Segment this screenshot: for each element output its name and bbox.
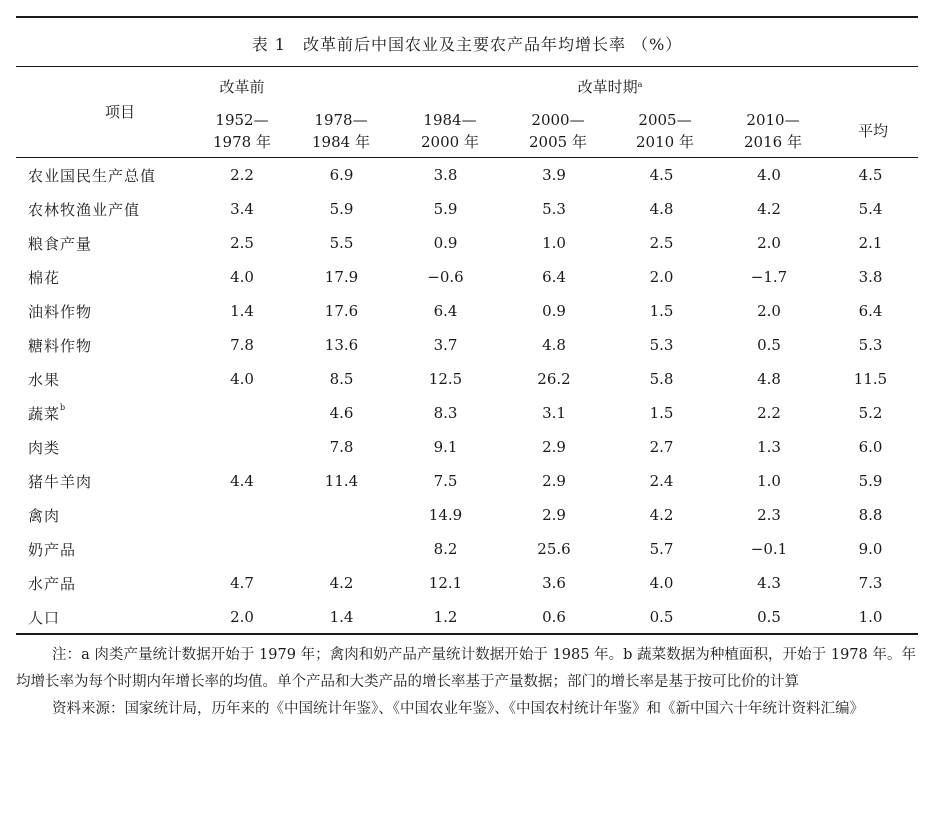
table-cell: 7.8 <box>230 336 254 354</box>
header-col-1-line1: 1952— <box>215 111 269 129</box>
table-cell: 4.0 <box>230 370 254 388</box>
row-label <box>16 396 192 430</box>
table-cell: 5.8 <box>649 370 674 388</box>
row-label-text: 农业国民生产总值 <box>28 166 157 185</box>
table-cell: 8.8 <box>858 506 883 524</box>
row-label-text: 蔬菜 <box>28 404 61 423</box>
title-rule <box>16 66 918 67</box>
table-cell: 25.6 <box>537 540 571 558</box>
table-cell: 1.0 <box>858 608 883 626</box>
table-cell: 0.5 <box>757 336 781 354</box>
table-cell: 1.4 <box>329 608 354 626</box>
table-row <box>16 260 918 294</box>
table-cell: 11.5 <box>853 370 888 388</box>
table-row <box>16 566 918 600</box>
table-cell: −0.6 <box>427 268 464 286</box>
row-label <box>16 464 192 498</box>
table-row <box>16 430 918 464</box>
table-cell: 5.3 <box>649 336 674 354</box>
table-cell: 2.5 <box>649 234 674 252</box>
table-cell: 4.2 <box>757 200 781 218</box>
table-cell: 2.9 <box>542 472 566 490</box>
table-body <box>16 158 918 634</box>
table-cell: 4.7 <box>230 574 254 592</box>
table-cell: 8.5 <box>329 370 354 388</box>
table-cell: 2.3 <box>757 506 781 524</box>
table-row <box>16 396 918 430</box>
table-cell: 9.0 <box>858 540 883 558</box>
table-cell: 5.9 <box>329 200 354 218</box>
table-cell: 2.0 <box>649 268 674 286</box>
table-cell: 4.6 <box>329 404 354 422</box>
table-cell: 5.2 <box>858 404 883 422</box>
row-label-text: 油料作物 <box>28 302 93 321</box>
table-cell: 4.2 <box>649 506 674 524</box>
row-label-text: 糖料作物 <box>28 336 93 355</box>
row-label <box>16 294 192 328</box>
header-col-6-line2: 2016 年 <box>744 133 802 151</box>
header-col-1-line2: 1978 年 <box>213 133 271 151</box>
table-cell: 2.2 <box>230 166 254 184</box>
row-label <box>16 260 192 294</box>
table-cell: 2.4 <box>649 472 674 490</box>
row-label-text: 奶产品 <box>28 540 77 559</box>
table-cell: 5.4 <box>858 200 883 218</box>
table-cell: 1.4 <box>230 302 254 320</box>
header-col-3-line1: 1984— <box>423 111 477 129</box>
table-row <box>16 600 918 634</box>
table-cell: 4.8 <box>757 370 781 388</box>
row-label-sup: b <box>60 402 67 412</box>
table-cell: 1.2 <box>433 608 458 626</box>
note-text: 注：a 肉类产量统计数据开始于 1979 年；禽肉和奶产品产量统计数据开始于 1985 年。b 蔬菜数据为种植面积，开始于 1978 年。年均增长率为每个时期内年增长率的均值。单个产品和大类产品的增长率基于产量数据；部门的增长率是基于按可比价的计算 <box>16 647 916 690</box>
table-cell: 3.9 <box>542 166 566 184</box>
table-cell: 2.7 <box>649 438 674 456</box>
table-cell: 4.2 <box>329 574 354 592</box>
row-label <box>16 226 192 260</box>
header-col-2-line2: 1984 年 <box>312 133 370 151</box>
row-label-text: 水果 <box>28 370 61 389</box>
table-cell: 11.4 <box>324 472 359 490</box>
table-title: 表 1 改革前后中国农业及主要农产品年均增长率 （%） <box>251 35 683 54</box>
row-label-text: 棉花 <box>28 268 61 287</box>
table-cell: 26.2 <box>537 370 571 388</box>
table-top-rule <box>16 16 918 18</box>
table-cell: 7.8 <box>329 438 354 456</box>
table-cell: 13.6 <box>324 336 359 354</box>
table-cell: 0.9 <box>433 234 458 252</box>
header-col-4-line2: 2005 年 <box>529 133 587 151</box>
table-cell: 12.5 <box>428 370 463 388</box>
table-row <box>16 464 918 498</box>
table-cell: 2.5 <box>230 234 254 252</box>
header-col-5-line1: 2005— <box>638 111 692 129</box>
table-bottom-rule <box>16 633 918 635</box>
table-cell <box>192 498 292 532</box>
table-cell: 5.5 <box>329 234 354 252</box>
header-pre-reform: 改革前 <box>219 78 265 96</box>
table-cell: 4.0 <box>230 268 254 286</box>
table-cell: 3.8 <box>858 268 883 286</box>
table-cell: 5.9 <box>858 472 883 490</box>
header-col-3-line2: 2000 年 <box>421 133 479 151</box>
table-cell: 1.3 <box>757 438 781 456</box>
growth-table <box>16 158 918 634</box>
table-cell: 5.3 <box>542 200 566 218</box>
table-cell: 1.0 <box>542 234 566 252</box>
table-cell: 2.9 <box>542 438 566 456</box>
table-row <box>16 498 918 532</box>
table-cell: 17.6 <box>324 302 359 320</box>
table-cell: 14.9 <box>428 506 463 524</box>
table-cell: 6.9 <box>329 166 354 184</box>
table-cell: 0.5 <box>757 608 781 626</box>
header-col-3 <box>400 109 500 153</box>
header-col-5-line2: 2010 年 <box>636 133 694 151</box>
table-cell: 3.7 <box>433 336 458 354</box>
row-label-text: 水产品 <box>28 574 77 593</box>
table-cell: 5.9 <box>433 200 458 218</box>
header-col-6-line1: 2010— <box>746 111 800 129</box>
table-cell: 6.4 <box>858 302 883 320</box>
table-cell: 8.2 <box>433 540 458 558</box>
table-cell: 9.1 <box>433 438 458 456</box>
table-cell <box>192 396 292 430</box>
row-label-text: 猪牛羊肉 <box>28 472 93 491</box>
table-cell: 2.0 <box>757 302 781 320</box>
table-row <box>16 532 918 566</box>
table-cell: 0.6 <box>542 608 566 626</box>
header-reform-period-sup: a <box>637 80 643 89</box>
table-cell: 1.5 <box>649 302 674 320</box>
header-col-4-line1: 2000— <box>531 111 585 129</box>
header-col-5 <box>615 109 715 153</box>
table-cell: 4.8 <box>649 200 674 218</box>
table-cell: 6.4 <box>542 268 566 286</box>
row-label <box>16 532 192 566</box>
table-cell: 4.0 <box>757 166 781 184</box>
row-label <box>16 192 192 226</box>
header-average: 平均 <box>857 122 888 140</box>
row-label-text: 禽肉 <box>28 506 61 525</box>
table-cell: 0.5 <box>649 608 674 626</box>
table-cell <box>192 532 292 566</box>
row-label <box>16 362 192 396</box>
table-row <box>16 192 918 226</box>
table-cell: −0.1 <box>750 540 788 558</box>
table-cell: 6.0 <box>858 438 883 456</box>
table-cell: 2.0 <box>230 608 254 626</box>
table-cell: 5.7 <box>649 540 674 558</box>
table-cell: 4.5 <box>858 166 883 184</box>
table-cell: 7.5 <box>433 472 458 490</box>
table-cell: 4.3 <box>757 574 781 592</box>
header-col-6 <box>723 109 823 153</box>
table-cell: 7.3 <box>858 574 883 592</box>
table-cell <box>192 430 292 464</box>
row-label <box>16 328 192 362</box>
header-reform-period-label: 改革时期 <box>577 78 638 96</box>
header-col-2-line1: 1978— <box>314 111 368 129</box>
table-cell: 2.0 <box>757 234 781 252</box>
table-cell: 3.4 <box>230 200 254 218</box>
table-cell: 0.9 <box>542 302 566 320</box>
row-label-text: 肉类 <box>28 438 61 457</box>
source-text: 资料来源：国家统计局，历年来的《中国统计年鉴》、《中国农业年鉴》、《中国农村统计年鉴》和《新中国六十年统计资料汇编》 <box>52 701 864 717</box>
header-col-4 <box>508 109 608 153</box>
table-cell: −1.7 <box>750 268 788 286</box>
table-cell: 2.2 <box>757 404 781 422</box>
header-reform-period <box>540 76 680 98</box>
row-label <box>16 158 192 192</box>
row-label <box>16 566 192 600</box>
table-row <box>16 294 918 328</box>
table-row <box>16 226 918 260</box>
table-cell: 17.9 <box>324 268 359 286</box>
row-label <box>16 498 192 532</box>
header-col-1 <box>192 109 292 153</box>
table-cell <box>292 532 391 566</box>
table-cell: 1.0 <box>757 472 781 490</box>
table-cell: 4.4 <box>230 472 254 490</box>
table-cell: 3.1 <box>542 404 566 422</box>
table-cell: 2.9 <box>542 506 566 524</box>
row-label-text: 农林牧渔业产值 <box>28 200 141 219</box>
table-cell: 12.1 <box>428 574 463 592</box>
row-label-text: 人口 <box>28 608 61 627</box>
notes <box>16 642 916 723</box>
table-cell: 6.4 <box>433 302 458 320</box>
table-cell: 4.5 <box>649 166 674 184</box>
table-cell: 3.6 <box>542 574 566 592</box>
table-row <box>16 362 918 396</box>
table-row <box>16 328 918 362</box>
table-cell: 4.8 <box>542 336 566 354</box>
table-cell: 3.8 <box>433 166 458 184</box>
table-cell: 5.3 <box>858 336 883 354</box>
row-label <box>16 600 192 634</box>
table-cell: 2.1 <box>858 234 883 252</box>
header-col-2 <box>291 109 391 153</box>
row-label <box>16 430 192 464</box>
table-cell <box>292 498 391 532</box>
table-cell: 1.5 <box>649 404 674 422</box>
row-label-text: 粮食产量 <box>28 234 93 253</box>
table-cell: 4.0 <box>649 574 674 592</box>
table-row <box>16 158 918 192</box>
table-cell: 8.3 <box>433 404 458 422</box>
header-item: 项目 <box>104 103 135 121</box>
